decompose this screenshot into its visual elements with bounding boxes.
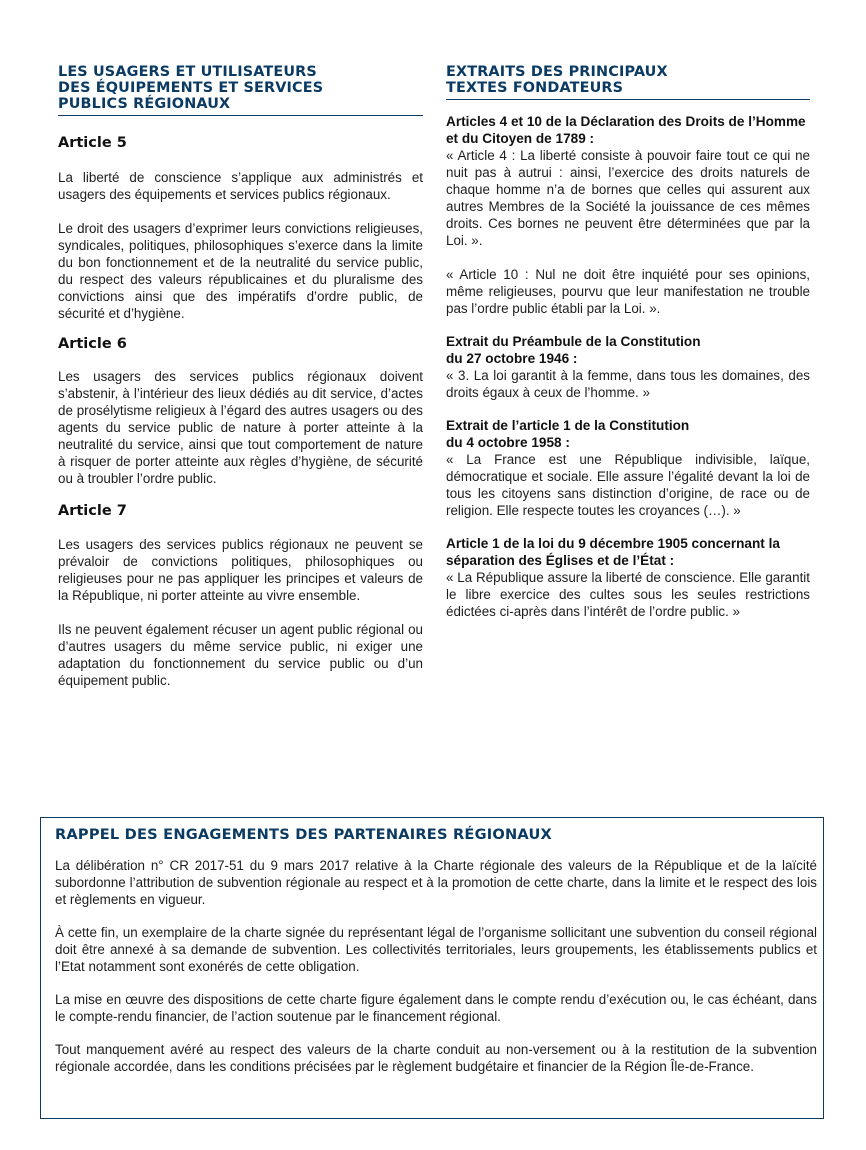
subhead-line: du 27 octobre 1946 :	[446, 350, 578, 366]
box-paragraph-1: La délibération n° CR 2017-51 du 9 mars 2017 relative à la Charte régionale des valeurs de la République et de la laïcité subordonne l’attribution de subvention régionale au respect et à la promotion de cette charte, dans la limite et le respect des lois et règlements en vigueur.	[55, 858, 817, 907]
right-column-heading	[446, 64, 810, 100]
article-6-title: Article 6	[58, 336, 127, 352]
right-column	[446, 64, 810, 620]
partners-commitments-box	[40, 817, 824, 1119]
heading-line: PUBLICS RÉGIONAUX	[58, 96, 231, 112]
declaration-article-10: « Article 10 : Nul ne doit être inquiété pour ses opinions, même religieuses, pourvu que leur manifestation ne trouble pas l’ordre public établi par la Loi. ».	[446, 267, 810, 316]
box-paragraph-4: Tout manquement avéré au respect des valeurs de la charte conduit au non-versement ou à la restitution de la subvention régionale accordée, dans les conditions précisées par le règlement budgétaire et financier de la Région Île-de-France.	[55, 1042, 817, 1074]
subhead-line: Extrait du Préambule de la Constitution	[446, 334, 701, 349]
box-paragraph-2: À cette fin, un exemplaire de la charte signée du représentant légal de l’organisme sollicitant une subvention du conseil régional doit être annexé à sa demande de subvention. Les collectivités territoriales, leurs groupements, les établissements publics et l’Etat notamment sont exonérés de cette obligation.	[55, 925, 817, 974]
subhead-line: Extrait de l’article 1 de la Constitution	[446, 418, 690, 433]
article-5-paragraph-1: La liberté de conscience s’applique aux administrés et usagers des équipements et services publics régionaux.	[58, 170, 423, 202]
preamble-1946-subhead	[446, 334, 810, 367]
heading-line: TEXTES FONDATEURS	[446, 80, 624, 96]
declaration-subhead: Articles 4 et 10 de la Déclaration des Droits de l’Homme et du Citoyen de 1789 :	[446, 114, 806, 146]
article-7-paragraph-1: Les usagers des services publics régionaux ne peuvent se prévaloir de convictions politiques, philosophiques ou religieuses pour ne pas appliquer les principes et valeurs de la République, ni porter atteinte au vivre ensemble.	[58, 537, 423, 603]
heading-line: EXTRAITS DES PRINCIPAUX	[446, 64, 668, 80]
subhead-line: du 4 octobre 1958 :	[446, 434, 570, 450]
declaration-article-4: « Article 4 : La liberté consiste à pouvoir faire tout ce qui ne nuit pas à autrui : ainsi, l’exercice des droits naturels de chaque homme n’a de bornes que celles qui assurent aux autres Membres de la Société la jouissance de ces mêmes droits. Ces bornes ne peuvent être déterminées que par la Loi. ».	[446, 148, 810, 248]
preamble-1946-text: « 3. La loi garantit à la femme, dans tous les domaines, des droits égaux à ceux de l’homme. »	[446, 368, 810, 400]
law-1905-subhead: Article 1 de la loi du 9 décembre 1905 concernant la séparation des Églises et de l’État :	[446, 536, 780, 568]
constitution-1958-text: « La France est une République indivisible, laïque, démocratique et sociale. Elle assure l’égalité devant la loi de tous les citoyens sans distinction d’origine, de race ou de religion. Elle respecte toutes les croyances (…). »	[446, 452, 810, 518]
partners-commitments-heading: RAPPEL DES ENGAGEMENTS DES PARTENAIRES RÉGIONAUX	[55, 826, 552, 843]
article-5-paragraph-2: Le droit des usagers d’exprimer leurs convictions religieuses, syndicales, politiques, philosophiques s’exerce dans la limite du bon fonctionnement et de la neutralité du service public, du respect des valeurs républicaines et du pluralisme des convictions ainsi que des impératifs d’ordre public, de sécurité et d’hygiène.	[58, 221, 423, 321]
left-column-heading	[58, 64, 423, 116]
left-column	[58, 64, 423, 689]
article-7-paragraph-2: Ils ne peuvent également récuser un agent public régional ou d’autres usagers du même service public, ni exiger une adaptation du fonctionnement du service public ou d’un équipement public.	[58, 622, 423, 688]
heading-line: DES ÉQUIPEMENTS ET SERVICES	[58, 80, 324, 96]
law-1905-text: « La République assure la liberté de conscience. Elle garantit le libre exercice des cultes sous les seules restrictions édictées ci-après dans l’intérêt de l’ordre public. »	[446, 570, 810, 619]
article-5-title: Article 5	[58, 135, 127, 151]
constitution-1958-subhead	[446, 418, 810, 451]
article-6-paragraph-1: Les usagers des services publics régionaux doivent s’abstenir, à l’intérieur des lieux dédiés au dit service, d’actes de prosélytisme religieux à l’égard des autres usagers ou des agents du service public de nature à porter atteinte à la neutralité du service, ainsi que tout comportement de nature à risquer de porter atteinte aux règles d’hygiène, de sécurité ou à troubler l’ordre public.	[58, 369, 423, 486]
article-7-title: Article 7	[58, 503, 127, 519]
heading-line: LES USAGERS ET UTILISATEURS	[58, 64, 317, 80]
box-paragraph-3: La mise en œuvre des dispositions de cette charte figure également dans le compte rendu d’exécution ou, le cas échéant, dans le compte-rendu financier, de l’action soutenue par le financement régional.	[55, 992, 817, 1024]
